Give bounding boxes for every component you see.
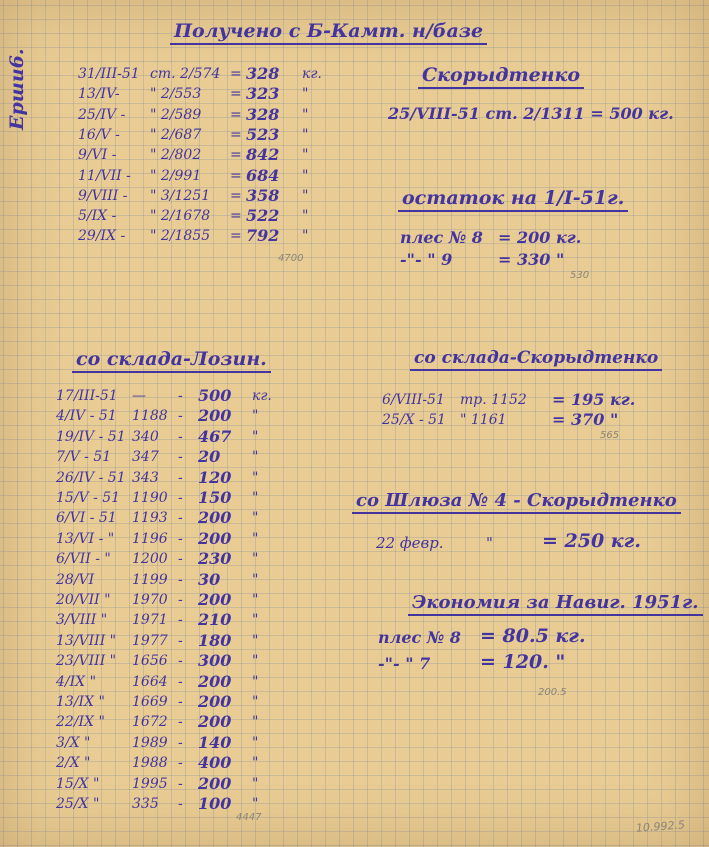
row-unit: " [252, 571, 259, 588]
row-dash: - [178, 551, 183, 568]
row-unit: кг. [252, 388, 272, 404]
row-unit: " [252, 469, 259, 486]
row-value: = 370 " [552, 410, 619, 429]
remainder-total-note: 530 [570, 270, 590, 281]
row-value: = 120. " [480, 651, 566, 673]
row-date: 6/VI - 51 [56, 510, 117, 527]
row-unit: " [252, 510, 259, 527]
row-date: 22/IX " [56, 714, 105, 731]
row-amount: 358 [246, 185, 280, 205]
row-amount: 200 [198, 508, 232, 528]
row-amount: 328 [246, 64, 280, 83]
row-dash: - [178, 490, 183, 506]
skorydtenko-line: 25/VIII-51 ст. 2/1311 = 500 кг. [388, 104, 674, 123]
row-unit: " [252, 612, 259, 629]
row-date: 5/IX - [78, 208, 117, 225]
row-doc: " 2/589 [150, 106, 202, 123]
row-doc: тр. 1152 [460, 392, 527, 408]
row-unit: " [252, 673, 259, 690]
row-doc: " 2/1855 [150, 228, 211, 245]
row-doc: 1971 [132, 612, 168, 629]
row-date: 3/VIII " [56, 612, 108, 629]
row-unit: кг. [302, 66, 322, 82]
received-total-note: 4700 [278, 253, 304, 264]
row-dash: - [178, 428, 183, 445]
row-date: 11/VII - [78, 167, 131, 184]
row-date: 25/X " [56, 796, 100, 812]
skorydtenko-store-row [382, 392, 682, 414]
row-amount: 400 [198, 753, 232, 773]
row-doc: " 1161 [460, 412, 507, 428]
row-amount: 684 [246, 165, 280, 185]
row-doc: 1199 [132, 571, 168, 588]
row-date: 29/IX - [78, 228, 126, 245]
row-doc: 1977 [132, 632, 168, 649]
row-dash: - [178, 510, 183, 527]
row-date: 15/X " [56, 775, 100, 792]
economy-title: Экономия за Навиг. 1951г. [408, 592, 703, 616]
row-value: = 80.5 кг. [480, 625, 586, 647]
row-sign: = [230, 187, 242, 204]
row-date: 13/IX " [56, 694, 105, 710]
row-unit: " [252, 796, 259, 812]
skorydtenko-title: Скорыдтенко [418, 64, 584, 89]
row-doc: 1188 [132, 408, 168, 425]
row-sign: = [230, 66, 242, 82]
row-amount: 467 [198, 426, 232, 446]
row-amount: 522 [246, 206, 280, 226]
received-title: Получено с Б-Камт. н/базе [170, 20, 487, 45]
remainder-row [400, 250, 700, 272]
row-doc: — [132, 388, 146, 404]
row-date: 25/X - 51 [382, 412, 446, 428]
row-value: = 200 кг. [498, 228, 582, 247]
row-sign: = [230, 126, 242, 143]
row-amount: 523 [246, 124, 280, 144]
row-doc: 1989 [132, 734, 168, 751]
row-doc: 1200 [132, 551, 168, 568]
row-doc: 1196 [132, 530, 168, 547]
row-date: 20/VII " [56, 592, 111, 608]
row-amount: 500 [198, 386, 232, 405]
row-unit: " [302, 106, 309, 123]
row-unit: " [302, 126, 309, 143]
row-date: 2/X " [56, 755, 91, 772]
economy-total-note: 200.5 [538, 687, 567, 698]
row-doc: " 2/1678 [150, 208, 211, 225]
row-unit: " [252, 653, 259, 670]
row-date: 15/V - 51 [56, 490, 121, 506]
row-unit: " [252, 428, 259, 445]
row-amount: 30 [198, 569, 221, 589]
row-unit: " [252, 551, 259, 568]
row-dash: - [178, 388, 183, 404]
row-dash: - [178, 408, 183, 425]
row-doc: ст. 2/574 [150, 66, 221, 82]
row-dash: - [178, 714, 183, 731]
received-row [78, 165, 378, 190]
row-amount: 100 [198, 794, 232, 813]
row-date: 23/VIII " [56, 653, 117, 670]
row-unit: " [252, 694, 259, 710]
row-date: 4/IV - 51 [56, 408, 117, 425]
row-label: плес № 8 [400, 228, 483, 247]
row-doc: " 2/802 [150, 147, 202, 164]
row-doc: 335 [132, 796, 159, 812]
page-stamp: 10.992.5 [635, 818, 686, 835]
row-doc: 343 [132, 469, 159, 486]
row-date: 4/IX " [56, 673, 97, 690]
row-doc: 1995 [132, 775, 168, 792]
row-dash: - [178, 449, 183, 466]
row-amount: 200 [198, 671, 232, 691]
row-amount: 200 [198, 590, 232, 609]
row-date: 6/VII - " [56, 551, 111, 568]
row-dash: - [178, 755, 183, 772]
row-date: 26/IV - 51 [56, 469, 126, 486]
received-row [78, 66, 378, 88]
row-amount: 210 [198, 610, 232, 630]
row-date: 9/VIII - [78, 187, 128, 204]
row-unit: " [302, 208, 309, 225]
row-unit: " [252, 714, 259, 731]
row-unit: " [302, 167, 309, 184]
row-amount: 323 [246, 84, 280, 104]
row-doc: 347 [132, 449, 159, 466]
row-doc: 1664 [132, 673, 168, 690]
row-date: 9/VI - [78, 147, 117, 164]
row-amount: 200 [198, 692, 232, 711]
row-amount: 200 [198, 528, 232, 548]
row-unit: " [252, 775, 259, 792]
lozin-total-note: 4447 [236, 812, 262, 823]
row-amount: 140 [198, 732, 232, 752]
row-dash: - [178, 592, 183, 608]
row-dash: - [178, 571, 183, 588]
lock-title: со Шлюза № 4 - Скорыдтенко [352, 490, 681, 514]
row-doc: 1190 [132, 490, 168, 506]
economy-row [378, 651, 678, 676]
received-row [78, 86, 378, 108]
row-doc: " 2/553 [150, 86, 202, 103]
row-amount: 200 [198, 406, 232, 426]
lock-line-value: = 250 кг. [542, 530, 641, 552]
lozin-title: со склада-Лозин. [72, 348, 271, 373]
received-row [78, 147, 378, 169]
row-dash: - [178, 796, 183, 812]
lock-line [376, 530, 676, 558]
skorydtenko-store-row [382, 412, 682, 434]
row-amount: 20 [198, 447, 221, 467]
side-note: Ерши6. [6, 48, 28, 130]
row-date: 28/VI [56, 571, 95, 588]
row-unit: " [252, 632, 259, 649]
received-row [78, 185, 378, 210]
row-date: 13/VIII " [56, 632, 117, 649]
row-doc: " 2/687 [150, 126, 202, 143]
row-dash: - [178, 734, 183, 751]
row-doc: 1970 [132, 592, 168, 608]
row-date: 19/IV - 51 [56, 428, 126, 445]
lock-line-date: 22 февр. [376, 534, 444, 552]
received-row [78, 228, 378, 250]
row-date: 13/VI - " [56, 530, 115, 547]
row-date: 31/III-51 [78, 66, 140, 82]
row-date: 6/VIII-51 [382, 392, 445, 408]
row-label: плес № 8 [378, 628, 461, 647]
received-row [78, 124, 378, 149]
row-unit: " [302, 187, 309, 204]
lozin-row [56, 796, 356, 818]
row-dash: - [178, 469, 183, 486]
row-doc: " 2/991 [150, 167, 202, 184]
row-unit: " [252, 592, 259, 608]
row-doc: 1193 [132, 510, 168, 527]
row-date: 13/IV- [78, 86, 120, 103]
row-dash: - [178, 694, 183, 710]
row-date: 25/IV - [78, 106, 126, 123]
row-label: -"- " 7 [378, 654, 431, 673]
row-sign: = [230, 228, 242, 245]
skorydtenko-store-total-note: 565 [600, 430, 620, 441]
row-amount: 328 [246, 104, 280, 124]
row-sign: = [230, 147, 242, 164]
row-unit: " [302, 228, 309, 245]
row-unit: " [252, 490, 259, 506]
row-date: 16/V - [78, 126, 120, 143]
row-dash: - [178, 530, 183, 547]
row-amount: 200 [198, 712, 232, 732]
remainder-title: остаток на 1/I-51г. [398, 187, 628, 212]
row-amount: 150 [198, 488, 232, 507]
received-row [78, 208, 378, 230]
lock-line-mark: " [486, 534, 493, 552]
row-date: 7/V - 51 [56, 449, 112, 466]
row-doc: 1672 [132, 714, 168, 731]
row-doc: 1669 [132, 694, 168, 710]
row-unit: " [252, 734, 259, 751]
row-date: 3/X " [56, 734, 91, 751]
row-date: 17/III-51 [56, 388, 118, 404]
row-unit: " [252, 408, 259, 425]
row-unit: " [302, 86, 309, 103]
row-unit: " [252, 530, 259, 547]
row-sign: = [230, 86, 242, 103]
row-sign: = [230, 167, 242, 184]
row-doc: 1656 [132, 653, 168, 670]
row-doc: 1988 [132, 755, 168, 772]
row-dash: - [178, 775, 183, 792]
row-unit: " [252, 755, 259, 772]
row-value: = 195 кг. [552, 390, 636, 409]
row-dash: - [178, 612, 183, 629]
row-value: = 330 " [498, 250, 565, 269]
received-row [78, 104, 378, 129]
economy-row [378, 625, 678, 650]
row-amount: 300 [198, 651, 232, 671]
row-amount: 792 [246, 226, 280, 246]
row-amount: 842 [246, 145, 280, 165]
row-label: -"- " 9 [400, 250, 453, 269]
row-dash: - [178, 673, 183, 690]
row-dash: - [178, 632, 183, 649]
row-sign: = [230, 106, 242, 123]
remainder-row [400, 228, 700, 250]
row-unit: " [302, 147, 309, 164]
row-amount: 200 [198, 773, 232, 793]
row-amount: 120 [198, 467, 232, 487]
row-doc: " 3/1251 [150, 187, 211, 204]
row-dash: - [178, 653, 183, 670]
row-doc: 340 [132, 428, 159, 445]
row-amount: 230 [198, 549, 232, 569]
row-sign: = [230, 208, 242, 225]
skorydtenko-store-title: со склада-Скорыдтенко [410, 348, 662, 371]
row-amount: 180 [198, 630, 232, 650]
row-unit: " [252, 449, 259, 466]
